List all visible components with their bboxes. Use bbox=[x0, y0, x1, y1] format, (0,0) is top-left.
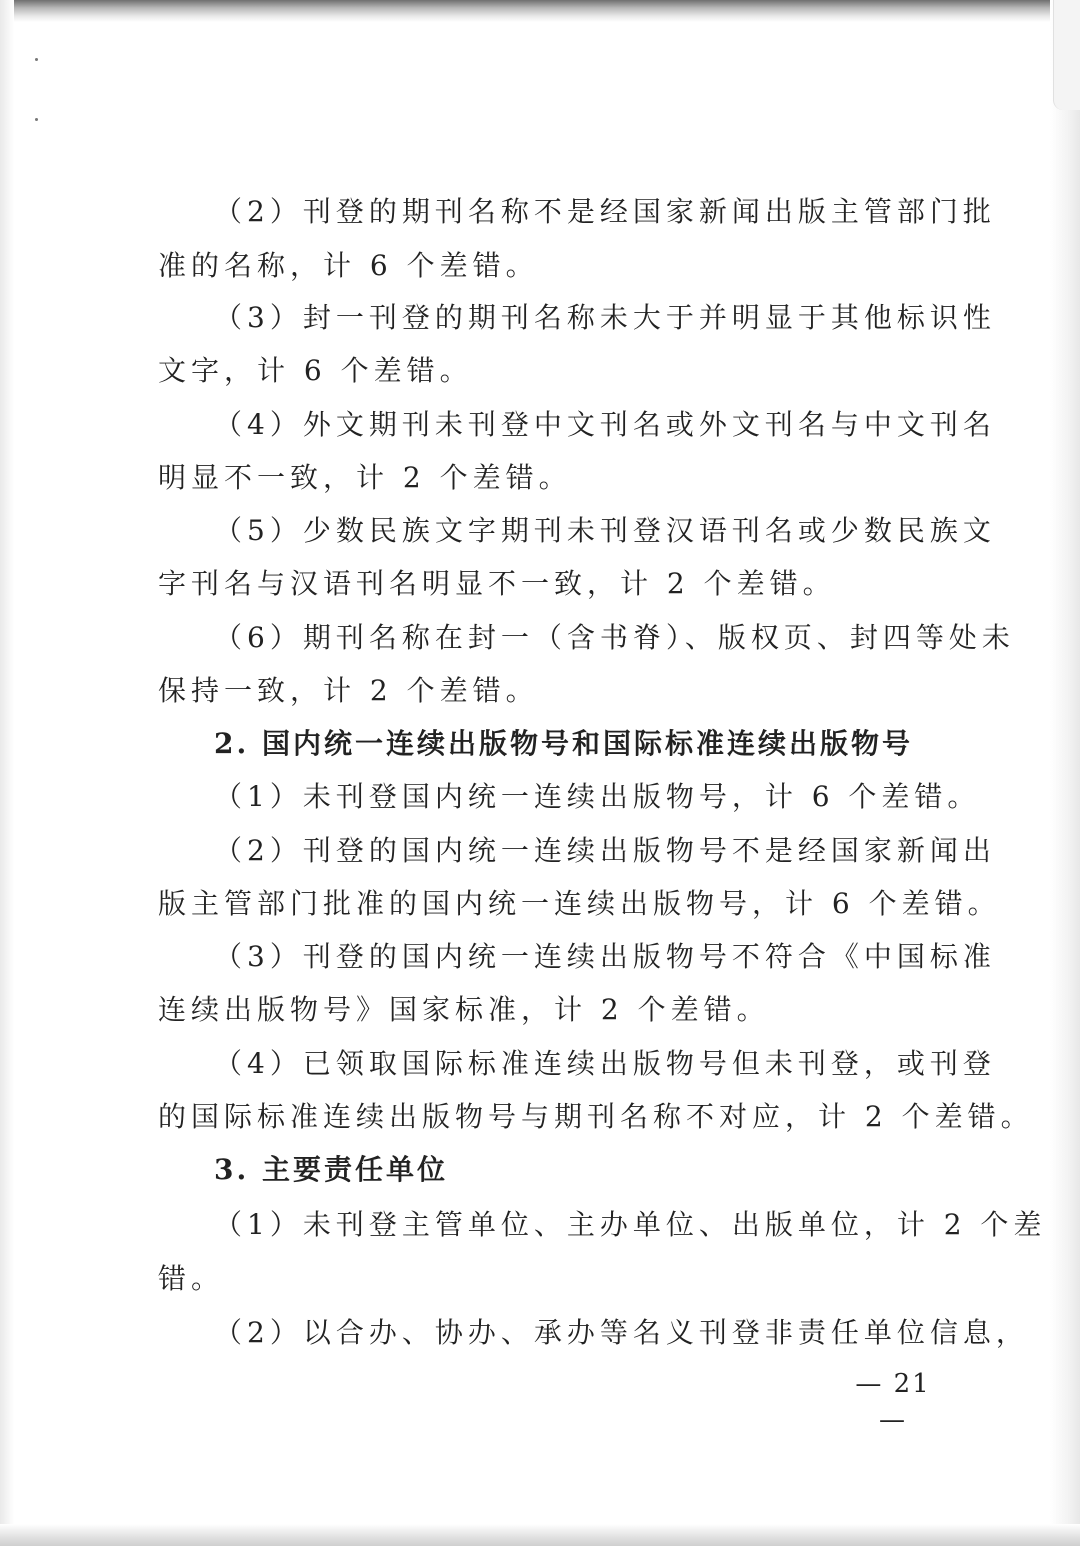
section-heading: 3. 主要责任单位 bbox=[214, 1153, 448, 1186]
text-line: 连续出版物号》国家标准，计 2 个差错。 bbox=[158, 993, 770, 1026]
text-line: 字刊名与汉语刊名明显不一致，计 2 个差错。 bbox=[158, 567, 836, 600]
text-line: 明显不一致，计 2 个差错。 bbox=[158, 461, 572, 494]
text-line: 保持一致，计 2 个差错。 bbox=[158, 674, 539, 707]
scan-speck bbox=[35, 58, 38, 61]
scan-right-edge bbox=[1050, 0, 1080, 1546]
text-line: （1）未刊登国内统一连续出版物号，计 6 个差错。 bbox=[214, 780, 981, 813]
text-line: （2）刊登的期刊名称不是经国家新闻出版主管部门批 bbox=[214, 195, 996, 228]
page-number: — 21 — bbox=[855, 1369, 931, 1435]
section-heading: 2. 国内统一连续出版物号和国际标准连续出版物号 bbox=[214, 727, 913, 760]
text-line: （4）已领取国际标准连续出版物号但未刊登，或刊登 bbox=[214, 1047, 996, 1080]
text-line: （4）外文期刊未刊登中文刊名或外文刊名与中文刊名 bbox=[214, 408, 996, 441]
text-line: （2）刊登的国内统一连续出版物号不是经国家新闻出 bbox=[214, 834, 996, 867]
text-line: （6）期刊名称在封一（含书脊）、版权页、封四等处未 bbox=[214, 621, 1015, 654]
text-line: 的国际标准连续出版物号与期刊名称不对应，计 2 个差错。 bbox=[158, 1100, 1034, 1133]
text-line: （5）少数民族文字期刊未刊登汉语刊名或少数民族文 bbox=[214, 514, 996, 547]
text-line: （3）封一刊登的期刊名称未大于并明显于其他标识性 bbox=[214, 301, 996, 334]
text-line: 准的名称，计 6 个差错。 bbox=[158, 249, 539, 282]
text-line: （2）以合办、协办、承办等名义刊登非责任单位信息， bbox=[214, 1316, 1029, 1349]
scan-corner-mark bbox=[1053, 0, 1080, 110]
text-line: （3）刊登的国内统一连续出版物号不符合《中国标准 bbox=[214, 940, 996, 973]
scan-left-edge bbox=[0, 0, 14, 1546]
text-line: （1）未刊登主管单位、主办单位、出版单位，计 2 个差 bbox=[214, 1208, 1047, 1241]
scan-top-edge bbox=[0, 0, 1080, 22]
scan-bottom-edge bbox=[0, 1524, 1080, 1546]
text-line: 文字，计 6 个差错。 bbox=[158, 354, 473, 387]
text-line: 版主管部门批准的国内统一连续出版物号，计 6 个差错。 bbox=[158, 887, 1001, 920]
scan-speck bbox=[35, 118, 38, 121]
text-line: 错。 bbox=[158, 1262, 225, 1295]
